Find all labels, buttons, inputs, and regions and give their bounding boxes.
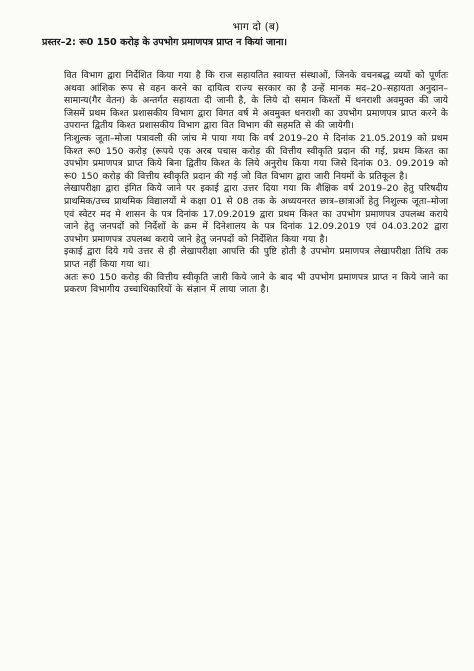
paragraph-1: वित विभाग द्वारा निर्देशित किया गया है कि राज सहायतित स्वायत्त संस्थाओं, जिनके वचनबद्ध व्ययों को पूर्णतः अथवा आंशिक रूप से वहन करने का दायित्व राज्य सरकार का है उन्हें मानक मद–20–सहायता अनुदान–सामान्य(गैर वेतन) के अन्तर्गत सहायता दी जानी है, के लिये दो समान किश्तों में धनराशी अवमुक्त की जाये जिसमें प्रथम किश्त प्रशासकीय विभाग द्वारा विगत वर्ष मे अवमुक्त धनराशी का उपभोग प्रमाणपत्र प्राप्त करने के उपरान्त द्वितीय किश्त प्रशासकीय विभाग द्वारा वित विभाग की सहमति से की जायेगी।	[64, 70, 448, 132]
document-body	[64, 70, 448, 297]
paragraph-5: अतः रू0 150 करोड़ की वित्तीय स्वीकृति जारी किये जाने के बाद भी उपभोग प्रमाणपत्र प्राप्त न किये जाने का प्रकरण विभागीय उच्चाधिकारियों के संज्ञान में लाया जाता है।	[64, 271, 448, 296]
paragraph-title: प्रस्तर–2: रू0 150 करोड़ के उपभोग प्रमाणपत्र प्राप्त न कियां जाना।	[42, 37, 288, 48]
paragraph-4: इकाई द्वारा दिये गये उत्तर से ही लेखापरीक्षा आपत्ति की पुष्टि होती है उपभोग प्रमाणपत्र लेखापरीक्षा तिथि तक प्राप्त नहीं किया गया था।	[64, 246, 448, 270]
section-heading: भाग दो (ब)	[232, 21, 280, 33]
paragraph-2: निःशुल्क जूता–मोजा पत्रावली की जांच मे पाया गया कि वर्ष 2019–20 मे दिनांक 21.05.2019 को प्रथम किश्त रू0 150 करोड़ (रूपये एक अरब पचास करोड़ की वित्तीय स्वीकृति प्रदान की गई, प्रथम किश्त का उपभोग प्रमाणपत्र प्राप्त किये बिना द्वितीय किश्त के लिये अनुरोध किया गया जिसे दिनांक 03. 09.2019 को रू0 150 करोड़ की वित्तीय स्वीकृति प्रदान की गई जो वित विभाग द्वारा जारी नियमों के प्रतिकूल है।	[64, 132, 448, 182]
paragraph-3: लेखापरीक्षा द्वारा इंगित किये जाने पर इकाई द्वारा उत्तर दिया गया कि शैक्षिक वर्ष 2019–20 हेतु परिषदीय प्राथमिक/उच्च प्राथमिक विद्यालयों मे कक्षा 01 से 08 तक के अध्ययनरत छात्र–छात्राओं हेतु निशुल्क जूता–मोजा एवं स्वेटर मद मे शासन के पत्र दिनांक 17.09.2019 द्वारा प्रथम किश्त का उपभोग प्रमाणपत्र उपलब्ध कराये जाने हेतु जनपदों को निर्देशों के क्रम में दिनेशालय के पत्र दिनांक 12.09.2019 एवं 04.03.202 द्वारा उपभोग प्रमाणपत्र उपलब्ध कराये जाने हेतु जनपदों को निर्देशित किया गया है।	[64, 183, 448, 245]
